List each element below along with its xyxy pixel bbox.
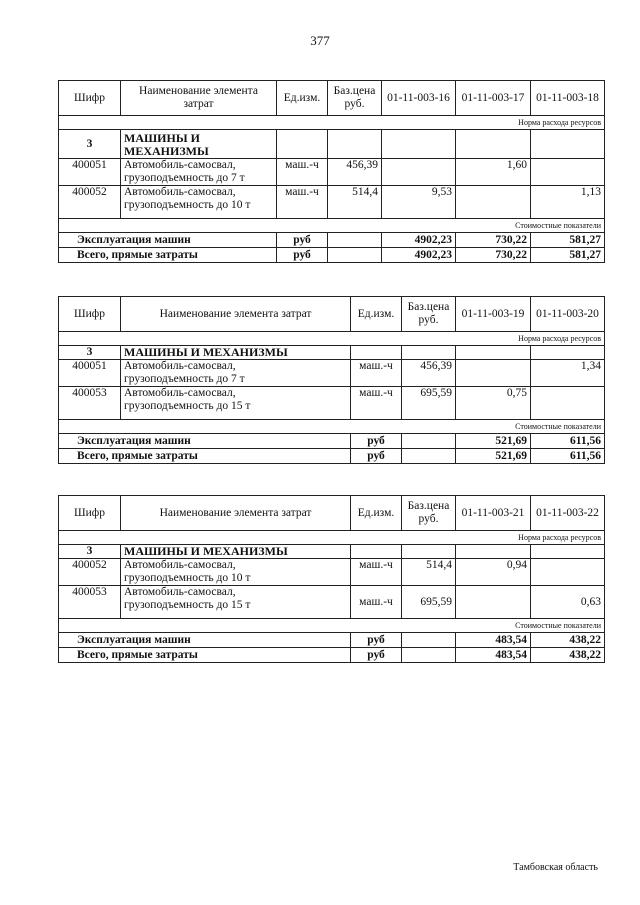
note-row (59, 116, 605, 130)
row-value: 0,75 (456, 387, 531, 420)
total-unit: руб (351, 648, 402, 663)
total-value: 730,22 (456, 233, 531, 248)
row-code: 400053 (59, 586, 121, 619)
total-label: Эксплуатация машин (59, 233, 277, 248)
total-value: 581,27 (531, 248, 605, 263)
total-value: 4902,23 (382, 233, 456, 248)
total-label: Эксплуатация машин (59, 633, 351, 648)
header-col: 01-11-003-19 (456, 297, 531, 332)
row-code: 400053 (59, 387, 121, 420)
note-row (59, 420, 605, 434)
row-code: 400052 (59, 186, 121, 219)
table-row (59, 360, 605, 387)
total-value: 521,69 (456, 434, 531, 449)
row-name: Автомобиль-самосвал, грузоподъемность до 10 т (121, 559, 351, 586)
total-unit: руб (277, 248, 328, 263)
header-price: Баз.цена руб. (402, 297, 456, 332)
total-row (59, 449, 605, 464)
section-row (59, 346, 605, 360)
table-row (59, 387, 605, 420)
estimate-table-1 (58, 80, 605, 263)
header-col: 01-11-003-16 (382, 81, 456, 116)
section-row (59, 130, 605, 159)
row-value (382, 159, 456, 186)
row-value (531, 387, 605, 420)
row-value: 1,13 (531, 186, 605, 219)
row-price: 456,39 (328, 159, 382, 186)
section-name: МАШИНЫ И МЕХАНИЗМЫ (121, 346, 351, 360)
row-name: Автомобиль-самосвал, грузоподъемность до 10 т (121, 186, 277, 219)
header-col: 01-11-003-18 (531, 81, 605, 116)
note-cost: Стоимостные показатели (59, 619, 605, 633)
note-row (59, 219, 605, 233)
header-name: Наименование элемента затрат (121, 297, 351, 332)
row-unit: маш.-ч (351, 360, 402, 387)
note-cost: Стоимостные показатели (59, 420, 605, 434)
row-value: 1,34 (531, 360, 605, 387)
note-norm: Норма расхода ресурсов (59, 332, 605, 346)
row-value (531, 559, 605, 586)
total-value: 438,22 (531, 648, 605, 663)
total-value: 4902,23 (382, 248, 456, 263)
note-norm: Норма расхода ресурсов (59, 531, 605, 545)
total-unit: руб (351, 449, 402, 464)
header-unit: Ед.изм. (351, 297, 402, 332)
total-value: 611,56 (531, 434, 605, 449)
total-value: 581,27 (531, 233, 605, 248)
row-name: Автомобиль-самосвал, грузоподъемность до 7 т (121, 360, 351, 387)
total-value: 438,22 (531, 633, 605, 648)
total-value: 521,69 (456, 449, 531, 464)
section-name: МАШИНЫ И МЕХАНИЗМЫ (121, 545, 351, 559)
total-row (59, 233, 605, 248)
row-unit: маш.-ч (351, 559, 402, 586)
table-header-row (59, 297, 605, 332)
total-row (59, 648, 605, 663)
header-name: Наименование элемента затрат (121, 81, 277, 116)
header-code: Шифр (59, 81, 121, 116)
row-value (456, 586, 531, 619)
total-label: Всего, прямые затраты (59, 648, 351, 663)
note-cost: Стоимостные показатели (59, 219, 605, 233)
total-row (59, 434, 605, 449)
row-unit: маш.-ч (277, 186, 328, 219)
total-label: Эксплуатация машин (59, 434, 351, 449)
row-value: 9,53 (382, 186, 456, 219)
table-row (59, 586, 605, 619)
total-row (59, 248, 605, 263)
row-price: 514,4 (402, 559, 456, 586)
row-value (531, 159, 605, 186)
header-col: 01-11-003-17 (456, 81, 531, 116)
estimate-table-2 (58, 296, 605, 464)
header-price: Баз.цена руб. (328, 81, 382, 116)
table-header-row (59, 81, 605, 116)
section-row (59, 545, 605, 559)
row-name: Автомобиль-самосвал, грузоподъемность до 15 т (121, 586, 351, 619)
total-row (59, 633, 605, 648)
row-price: 456,39 (402, 360, 456, 387)
total-label: Всего, прямые затраты (59, 248, 277, 263)
total-value: 730,22 (456, 248, 531, 263)
table-row (59, 159, 605, 186)
total-value: 611,56 (531, 449, 605, 464)
header-price: Баз.цена руб. (402, 496, 456, 531)
page-number: 377 (310, 33, 330, 48)
row-unit: маш.-ч (351, 387, 402, 420)
header-col: 01-11-003-22 (531, 496, 605, 531)
section-code: 3 (59, 346, 121, 360)
total-value: 483,54 (456, 648, 531, 663)
total-unit: руб (277, 233, 328, 248)
note-row (59, 332, 605, 346)
total-value: 483,54 (456, 633, 531, 648)
row-code: 400051 (59, 360, 121, 387)
estimate-table-3 (58, 495, 605, 663)
row-unit: маш.-ч (351, 586, 402, 619)
section-code: 3 (59, 545, 121, 559)
row-unit: маш.-ч (277, 159, 328, 186)
row-price: 514,4 (328, 186, 382, 219)
header-col: 01-11-003-21 (456, 496, 531, 531)
total-label: Всего, прямые затраты (59, 449, 351, 464)
row-code: 400051 (59, 159, 121, 186)
total-unit: руб (351, 434, 402, 449)
header-code: Шифр (59, 496, 121, 531)
header-unit: Ед.изм. (351, 496, 402, 531)
table-header-row (59, 496, 605, 531)
row-name: Автомобиль-самосвал, грузоподъемность до 7 т (121, 159, 277, 186)
note-norm: Норма расхода ресурсов (59, 116, 605, 130)
row-value (456, 186, 531, 219)
row-value: 1,60 (456, 159, 531, 186)
section-name: МАШИНЫ И МЕХАНИЗМЫ (121, 130, 277, 159)
header-name: Наименование элемента затрат (121, 496, 351, 531)
header-code: Шифр (59, 297, 121, 332)
header-unit: Ед.изм. (277, 81, 328, 116)
note-row (59, 531, 605, 545)
table-row (59, 559, 605, 586)
row-code: 400052 (59, 559, 121, 586)
row-value: 0,63 (531, 586, 605, 619)
note-row (59, 619, 605, 633)
row-value: 0,94 (456, 559, 531, 586)
row-price: 695,59 (402, 586, 456, 619)
header-col: 01-11-003-20 (531, 297, 605, 332)
row-name: Автомобиль-самосвал, грузоподъемность до 15 т (121, 387, 351, 420)
footer-region: Тамбовская область (513, 862, 598, 873)
section-code: 3 (59, 130, 121, 159)
table-row (59, 186, 605, 219)
row-price: 695,59 (402, 387, 456, 420)
total-unit: руб (351, 633, 402, 648)
row-value (456, 360, 531, 387)
